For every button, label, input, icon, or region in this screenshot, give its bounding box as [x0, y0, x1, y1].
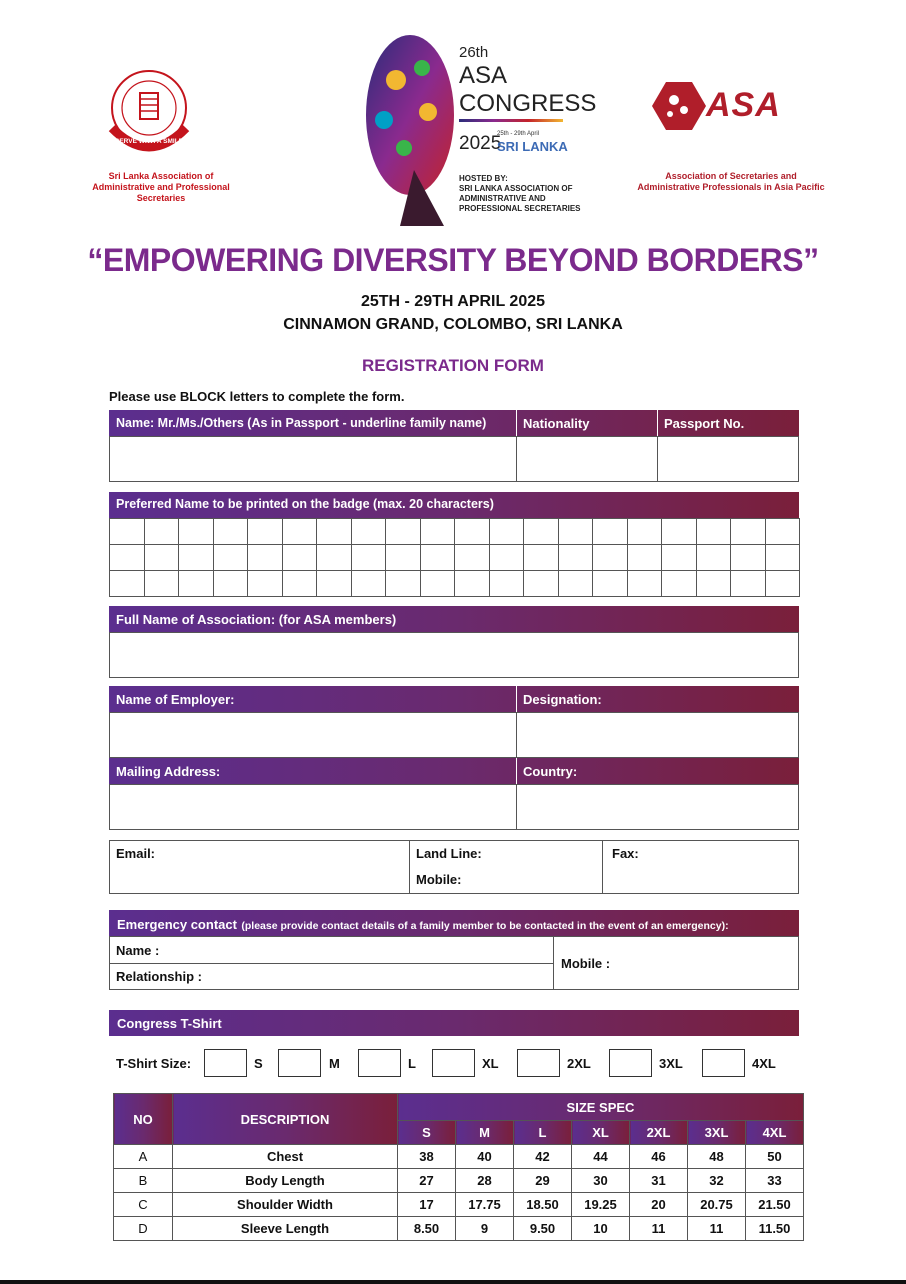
hosted-by-4: PROFESSIONAL SECRETARIES — [459, 204, 581, 213]
badge-char-cell[interactable] — [489, 545, 524, 571]
badge-char-cell[interactable] — [351, 519, 386, 545]
spec-row-desc: Shoulder Width — [173, 1193, 398, 1217]
header-divider — [516, 686, 517, 712]
employer-label: Name of Employer: — [116, 692, 235, 707]
spec-value-cell: 9.50 — [514, 1217, 572, 1241]
spec-value-cell: 28 — [456, 1169, 514, 1193]
badge-char-cell[interactable] — [455, 545, 490, 571]
badge-char-cell[interactable] — [489, 571, 524, 597]
header-divider — [516, 410, 517, 436]
spec-row-desc: Chest — [173, 1145, 398, 1169]
address-label: Mailing Address: — [116, 764, 221, 779]
size-m-checkbox[interactable] — [278, 1049, 321, 1077]
emergency-note: (please provide contact details of a family member to be contacted in the event of an emergency): — [241, 920, 729, 932]
footer-rule — [0, 1280, 906, 1284]
sla-org-name: Sri Lanka Association of Administrative and Professional Secretaries — [92, 171, 230, 203]
table-row — [114, 1169, 804, 1193]
badge-label: Preferred Name to be printed on the badge (max. 20 characters) — [116, 497, 494, 511]
badge-char-cell[interactable] — [524, 571, 559, 597]
nationality-field[interactable] — [516, 436, 658, 482]
badge-char-cell[interactable] — [144, 545, 179, 571]
badge-char-cell[interactable] — [765, 571, 800, 597]
size-m-label: M — [329, 1056, 340, 1071]
em-mobile-label: Mobile : — [561, 956, 611, 971]
size-3xl-checkbox[interactable] — [609, 1049, 652, 1077]
spec-value-cell: 48 — [688, 1145, 746, 1169]
badge-char-cell[interactable] — [179, 571, 214, 597]
badge-char-cell[interactable] — [179, 519, 214, 545]
size-s-label: S — [254, 1056, 263, 1071]
badge-char-cell[interactable] — [593, 519, 628, 545]
badge-char-cell[interactable] — [558, 545, 593, 571]
size-s-checkbox[interactable] — [204, 1049, 247, 1077]
badge-char-cell[interactable] — [317, 571, 352, 597]
badge-char-cell[interactable] — [248, 519, 283, 545]
badge-char-cell[interactable] — [662, 545, 697, 571]
congress-peacock-logo — [344, 20, 456, 226]
size-4xl-checkbox[interactable] — [702, 1049, 745, 1077]
country-label: Country: — [523, 764, 578, 779]
spec-size-col: XL — [572, 1121, 630, 1145]
spec-value-cell: 27 — [398, 1169, 456, 1193]
spec-size-col: 4XL — [746, 1121, 804, 1145]
badge-char-cell[interactable] — [351, 571, 386, 597]
badge-char-cell[interactable] — [593, 545, 628, 571]
em-name-label: Name : — [116, 943, 160, 958]
badge-char-cell[interactable] — [627, 545, 662, 571]
spec-value-cell: 18.50 — [514, 1193, 572, 1217]
size-xl-checkbox[interactable] — [432, 1049, 475, 1077]
email-label: Email: — [116, 846, 156, 861]
spec-value-cell: 10 — [572, 1217, 630, 1241]
spec-no-header: NO — [114, 1094, 173, 1145]
congress-country: SRI LANKA — [497, 139, 568, 154]
badge-char-cell[interactable] — [110, 519, 145, 545]
badge-char-cell[interactable] — [765, 519, 800, 545]
spec-size-header: SIZE SPEC — [398, 1094, 804, 1121]
size-2xl-label: 2XL — [567, 1056, 591, 1071]
badge-char-cell[interactable] — [420, 545, 455, 571]
hosted-by-3: ADMINISTRATIVE AND — [459, 194, 546, 203]
badge-char-cell[interactable] — [179, 545, 214, 571]
table-row — [114, 1145, 804, 1169]
badge-char-cell[interactable] — [696, 545, 731, 571]
spec-value-cell: 40 — [456, 1145, 514, 1169]
passport-field[interactable] — [657, 436, 799, 482]
em-relationship-label: Relationship : — [116, 969, 202, 984]
spec-value-cell: 20 — [630, 1193, 688, 1217]
badge-char-cell[interactable] — [420, 571, 455, 597]
spec-value-cell: 50 — [746, 1145, 804, 1169]
badge-char-cell[interactable] — [455, 519, 490, 545]
spec-value-cell: 9 — [456, 1217, 514, 1241]
association-field[interactable] — [109, 632, 799, 678]
landline-label: Land Line: — [416, 846, 482, 861]
fax-label: Fax: — [612, 846, 639, 861]
spec-desc-header: DESCRIPTION — [173, 1094, 398, 1145]
badge-char-cell[interactable] — [558, 519, 593, 545]
form-title: REGISTRATION FORM — [362, 356, 544, 375]
name-field[interactable] — [109, 436, 517, 482]
badge-char-cell[interactable] — [317, 545, 352, 571]
badge-char-cell[interactable] — [282, 571, 317, 597]
spec-row-no: D — [114, 1217, 173, 1241]
spec-row-no: B — [114, 1169, 173, 1193]
badge-char-cell[interactable] — [696, 519, 731, 545]
asa-logo-text: ASA — [706, 86, 781, 124]
size-xl-label: XL — [482, 1056, 499, 1071]
spec-value-cell: 38 — [398, 1145, 456, 1169]
spec-value-cell: 19.25 — [572, 1193, 630, 1217]
theme-title: “EMPOWERING DIVERSITY BEYOND BORDERS” — [87, 242, 819, 278]
asa-map-logo — [652, 80, 706, 132]
badge-char-cell[interactable] — [731, 545, 766, 571]
congress-title-2: CONGRESS — [459, 90, 597, 117]
passport-label: Passport No. — [664, 416, 745, 431]
badge-char-cell[interactable] — [144, 519, 179, 545]
spec-size-col: L — [514, 1121, 572, 1145]
badge-char-cell[interactable] — [489, 519, 524, 545]
badge-char-cell[interactable] — [627, 571, 662, 597]
country-field[interactable] — [516, 784, 799, 830]
badge-char-cell[interactable] — [213, 571, 248, 597]
table-row — [114, 1193, 804, 1217]
spec-row-no: A — [114, 1145, 173, 1169]
badge-char-cell[interactable] — [282, 519, 317, 545]
size-2xl-checkbox[interactable] — [517, 1049, 560, 1077]
emergency-name-field[interactable] — [109, 936, 554, 964]
badge-grid-row — [110, 519, 800, 545]
spec-value-cell: 8.50 — [398, 1217, 456, 1241]
spec-value-cell: 11 — [630, 1217, 688, 1241]
badge-char-cell[interactable] — [386, 571, 421, 597]
congress-edition: 26th — [459, 44, 489, 61]
spec-row-desc: Sleeve Length — [173, 1217, 398, 1241]
congress-venue: CINNAMON GRAND, COLOMBO, SRI LANKA — [283, 316, 623, 333]
spec-value-cell: 33 — [746, 1169, 804, 1193]
size-spec-table — [113, 1093, 804, 1241]
size-3xl-label: 3XL — [659, 1056, 683, 1071]
hosted-by-2: SRI LANKA ASSOCIATION OF — [459, 184, 573, 193]
employer-field[interactable] — [109, 712, 517, 758]
tshirt-label: Congress T-Shirt — [117, 1016, 222, 1031]
spec-value-cell: 11.50 — [746, 1217, 804, 1241]
badge-char-cell[interactable] — [765, 545, 800, 571]
spec-size-col: 2XL — [630, 1121, 688, 1145]
spec-value-cell: 46 — [630, 1145, 688, 1169]
badge-char-cell[interactable] — [386, 519, 421, 545]
badge-char-cell[interactable] — [420, 519, 455, 545]
badge-char-cell[interactable] — [696, 571, 731, 597]
asa-org-name: Association of Secretaries and Administrative Professionals in Asia Pacific — [637, 171, 825, 192]
badge-char-cell[interactable] — [731, 571, 766, 597]
badge-char-cell[interactable] — [351, 545, 386, 571]
header-divider — [516, 758, 517, 784]
spec-size-col: M — [456, 1121, 514, 1145]
mobile-label: Mobile: — [416, 872, 462, 887]
badge-char-cell[interactable] — [144, 571, 179, 597]
congress-dates: 25TH - 29TH APRIL 2025 — [360, 293, 546, 310]
badge-char-cell[interactable] — [593, 571, 628, 597]
badge-char-cell[interactable] — [731, 519, 766, 545]
emergency-header-text — [117, 916, 729, 934]
address-field[interactable] — [109, 784, 517, 830]
badge-char-cell[interactable] — [248, 545, 283, 571]
congress-year: 2025 — [459, 133, 502, 154]
congress-color-rule — [459, 119, 563, 122]
badge-char-cell[interactable] — [282, 545, 317, 571]
designation-label: Designation: — [523, 692, 602, 707]
badge-char-cell[interactable] — [627, 519, 662, 545]
badge-char-cell[interactable] — [213, 545, 248, 571]
emergency-label: Emergency contact — [117, 917, 237, 932]
badge-grid-row — [110, 545, 800, 571]
spec-value-cell: 17 — [398, 1193, 456, 1217]
badge-char-cell[interactable] — [455, 571, 490, 597]
size-l-checkbox[interactable] — [358, 1049, 401, 1077]
header-divider — [657, 410, 658, 436]
spec-size-col: 3XL — [688, 1121, 746, 1145]
badge-char-cell[interactable] — [248, 571, 283, 597]
size-l-label: L — [408, 1056, 416, 1071]
spec-value-cell: 31 — [630, 1169, 688, 1193]
badge-char-cell[interactable] — [110, 571, 145, 597]
size-4xl-label: 4XL — [752, 1056, 776, 1071]
badge-char-cell[interactable] — [524, 545, 559, 571]
spec-row-desc: Body Length — [173, 1169, 398, 1193]
badge-char-cell[interactable] — [524, 519, 559, 545]
spec-value-cell: 21.50 — [746, 1193, 804, 1217]
spec-value-cell: 32 — [688, 1169, 746, 1193]
spec-value-cell: 30 — [572, 1169, 630, 1193]
spec-value-cell: 44 — [572, 1145, 630, 1169]
badge-char-cell[interactable] — [110, 545, 145, 571]
association-label: Full Name of Association: (for ASA members) — [116, 612, 397, 627]
spec-value-cell: 11 — [688, 1217, 746, 1241]
badge-char-cell[interactable] — [386, 545, 421, 571]
badge-grid-row — [110, 571, 800, 597]
name-label: Name: Mr./Ms./Others (As in Passport - underline family name) — [116, 416, 487, 430]
badge-char-cell[interactable] — [662, 519, 697, 545]
spec-value-cell: 29 — [514, 1169, 572, 1193]
instruction-text: Please use BLOCK letters to complete the form. — [109, 389, 405, 404]
congress-title-1: ASA — [459, 62, 508, 89]
badge-char-cell[interactable] — [558, 571, 593, 597]
spec-size-col: S — [398, 1121, 456, 1145]
sla-seal-motto: SERVE WITH A SMILE — [114, 138, 183, 145]
congress-small-dates: 25th - 29th April — [497, 131, 540, 137]
spec-value-cell: 20.75 — [688, 1193, 746, 1217]
badge-char-cell[interactable] — [317, 519, 352, 545]
nationality-label: Nationality — [523, 416, 590, 431]
badge-name-grid[interactable] — [109, 518, 800, 597]
table-row — [114, 1217, 804, 1241]
badge-char-cell[interactable] — [213, 519, 248, 545]
designation-field[interactable] — [516, 712, 799, 758]
spec-row-no: C — [114, 1193, 173, 1217]
spec-value-cell: 42 — [514, 1145, 572, 1169]
badge-char-cell[interactable] — [662, 571, 697, 597]
tshirt-size-label: T-Shirt Size: — [116, 1056, 192, 1071]
spec-value-cell: 17.75 — [456, 1193, 514, 1217]
hosted-by-1: HOSTED BY: — [459, 174, 508, 183]
